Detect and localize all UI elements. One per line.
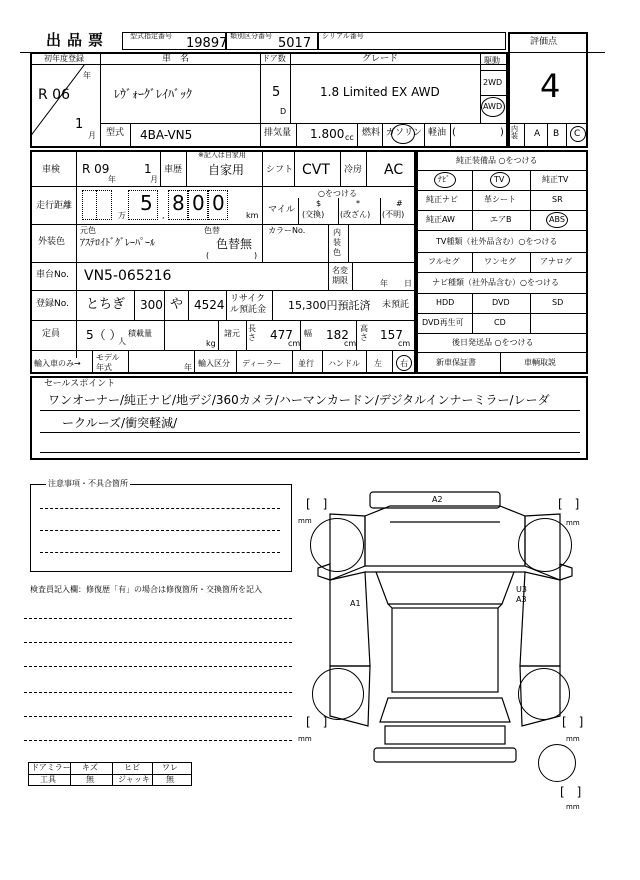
class-number-value: 5017 [278,36,312,51]
handle-right: 右 [400,359,408,368]
equip-tv: TV [494,175,505,184]
drive-2wd: 2WD [483,78,503,87]
recycle-label: リサイクル預託金 [230,294,267,315]
interior-color-label: 内装色 [333,228,341,257]
import-class-label: 輸入区分 [198,359,230,368]
hei-cm: cm [398,339,411,348]
mileage-thousand-sep: , [162,211,165,220]
name-change-label: 名変期限 [332,266,348,285]
color-bracket-open: ( [206,251,210,260]
mm-fl: mm [298,517,312,525]
mileage-label: 走行距離 [36,201,73,211]
legend-val-2: 無 [86,775,94,784]
fuel-light: 軽油 [428,128,447,138]
model-year-label: モデル年式 [96,353,120,372]
len-cm: cm [288,339,301,348]
grade-value: 1.8 Limited EX AWD [320,85,440,99]
mm-rl: mm [298,735,312,743]
interior-label: 内装 [511,125,518,140]
spare-tire [538,744,576,782]
door-sub: D [280,107,287,116]
navi-dvd: DVD [492,298,510,307]
wheel-rear-left [312,668,364,720]
door-label: ドア数 [262,54,286,63]
wid-value: 182 [326,328,349,342]
first-reg-year-unit: 年 [83,71,91,80]
capacity-value: 5（ ） [86,328,122,342]
shift-label: シフト [266,165,294,175]
score-value: 4 [540,67,561,105]
inspection-era: R 09 [82,162,110,176]
notes-box [30,484,292,572]
color-orig-value: ｱｽﾃﾛｲﾄﾞｸﾞﾚｰﾊﾟｰﾙ [80,238,155,249]
displacement-unit: cc [345,133,354,142]
handle-left: 左 [374,359,382,368]
class-number-label: 類別区分番号 [230,32,272,40]
use-value: 自家用 [208,163,245,177]
first-reg-month-unit: 月 [88,131,96,140]
legend-head-3: ヒビ [124,763,140,772]
wid-label: 幅 [304,329,312,338]
color-code-label: 色替 [204,226,220,235]
car-name-label: 車 名 [162,54,190,64]
legend-val-4: 無 [166,775,174,784]
mile-label: マイル [268,205,295,215]
color-code-value: 色替無 [216,237,253,251]
mark-a3: A3 [516,595,527,604]
form-title: 出品票 [46,31,110,49]
tv-one: ワンセグ [484,257,516,266]
load-label: 積載量 [128,329,152,338]
tire-bracket-spare: [ ] [560,785,582,799]
capacity-label: 定員 [42,329,61,339]
recycle-value: 15,300円預託済 [288,299,371,312]
drive-awd: AWD [483,102,503,111]
equip-leather: 革シート [484,195,516,204]
sales-line-1: ワンオーナー/純正ナビ/地デジ/360カメラ/ハーマンカードン/デジタルインナーミラー/レーダ [48,393,550,407]
model-value: 4BA-VN5 [140,128,193,142]
type-number-label: 型式指定番号 [130,32,172,40]
fuel-label: 燃料 [362,128,381,138]
mileage-man-value: 5 [140,191,153,215]
tire-bracket-fl: [ ] [306,497,328,511]
legend-val-1: 工具 [40,775,56,784]
mark-a2: A2 [432,495,443,504]
cooler-value: AC [384,162,404,178]
model-label: 型式 [106,128,125,138]
legend-head-4: ワレ [162,763,178,772]
dims-label: 諸元 [224,329,240,338]
legend-val-3: ジャッキ [118,775,150,784]
inspection-label: 車検 [42,165,61,175]
import-label: 輸入車のみ→ [34,359,81,368]
mile-opt-tamper: (改ざん) [340,210,371,219]
navi-dvd-play: DVD再生可 [422,318,464,327]
first-reg-month: 1 [75,117,84,132]
mark-u3: U3 [516,585,527,594]
tv-analog: アナログ [540,257,572,266]
mile-opt-dollar: $ [316,199,322,208]
drive-label: 駆動 [484,56,500,65]
fuel-other-bracket: ( [452,127,456,138]
notes-label: 注意事項・不具合箇所 [48,479,128,488]
mm-spare: mm [566,803,580,811]
displacement-label: 排気量 [264,128,292,138]
equip-navi: ﾅﾋﾞ [438,175,450,184]
use-note: ※記入は自家用 [198,151,246,159]
navi-header: ナビ種類（社外品含む）○をつける [432,278,559,287]
color-label: 外装色 [38,237,66,247]
docs-warranty: 新車保証書 [436,358,476,367]
color-bracket-close: ) [254,251,258,260]
capacity-unit: 人 [118,337,126,346]
mileage-digit-1: 8 [172,191,185,215]
equip-airbag: エアB [490,215,512,224]
import-parallel: 並行 [298,359,314,368]
type-number-value: 19897 [186,36,228,51]
chassis-label: 車台No. [36,270,69,280]
use-label: 車歴 [164,165,183,175]
mileage-digit-3: 0 [212,191,225,215]
equip-genuine-navi: 純正ナビ [426,195,458,204]
displacement-value: 1.800 [310,127,345,141]
wheel-rear-right [518,668,570,720]
legend-head-1: ドアミラー [31,763,71,772]
serial-number-label: シリアル番号 [322,32,364,40]
tire-bracket-rl: [ ] [306,715,328,729]
mileage-digit-2: 0 [192,191,205,215]
mile-opt-star: * [356,199,360,208]
len-value: 477 [270,328,293,342]
equip-sr: SR [552,195,563,204]
mile-circle-note: ○をつける [318,189,357,198]
inspector-label: 検査員記入欄：修復歴「有」の場合は修復箇所・交換箇所を記入 [30,585,262,594]
navi-hdd: HDD [436,298,455,307]
mm-fr: mm [566,519,580,527]
hei-label: 高さ [360,324,368,342]
inspection-month-unit: 月 [150,175,158,184]
score-label: 評価点 [530,37,558,47]
model-year-unit: 年 [184,363,192,372]
first-reg-era: R 06 [38,87,70,103]
handle-label: ハンドル [328,359,360,368]
equip-genuine-aw: 純正AW [426,215,455,224]
color-orig-label: 元色 [80,226,96,235]
shift-value: CVT [302,162,330,178]
navi-cd: CD [494,318,506,327]
tv-header: TV種類（社外品含む）○をつける [436,237,558,246]
wheel-front-left [310,518,364,572]
wid-cm: cm [344,339,357,348]
tire-bracket-rr: [ ] [562,715,584,729]
grade-label: グレード [362,54,399,64]
reg-label: 登録No. [36,299,69,309]
legend-head-2: キズ [82,763,98,772]
sales-label: セールスポイント [44,379,116,389]
equip-abs: ABS [549,215,565,224]
first-reg-label: 初年度登録 [44,54,84,63]
mile-opt-exchange: (交換) [302,210,325,219]
mileage-unit: km [246,211,259,220]
mile-opt-unknown: (不明) [382,210,405,219]
fuel-gas: ガソリン [386,128,423,138]
mm-rr: mm [566,735,580,743]
interior-a: A [534,129,541,139]
name-change-year: 年 [380,279,388,288]
genuine-header: 純正装備品 ○をつける [456,156,538,165]
load-unit: kg [206,339,216,348]
reg-num: 4524 [194,298,225,312]
inspection-month: 1 [144,162,152,176]
recycle-unpaid: 未預託 [382,300,410,310]
mark-a1: A1 [350,599,361,608]
interior-c: C [574,129,581,139]
docs-manual: 車輌取説 [524,358,556,367]
mileage-man-unit: 万 [118,211,126,220]
equip-genuine-tv: 純正TV [542,175,569,184]
reg-pref: とちぎ [86,297,126,312]
chassis-value: VN5-065216 [84,268,172,284]
car-name-value: ﾚｳﾞｫｰｸﾞﾚｲﾊﾞｯｸ [114,87,193,101]
wheel-front-right [518,518,572,572]
len-label: 長さ [248,324,256,342]
import-dealer: ディーラー [242,359,282,368]
tire-bracket-fr: [ ] [558,497,580,511]
mile-opt-hash: # [396,199,403,208]
cooler-label: 冷房 [344,165,363,175]
mileage-box-2 [96,190,112,220]
navi-sd: SD [552,298,564,307]
color-no-label: カラーNo. [268,226,306,235]
name-change-day: 日 [404,279,412,288]
inspection-year-unit: 年 [108,175,116,184]
tv-full: フルセグ [428,257,460,266]
door-value: 5 [272,85,281,100]
reg-kana: や [170,297,184,312]
fuel-other-bracket-close: ) [500,127,504,138]
docs-header: 後日発送品 ○をつける [452,338,534,347]
sales-line-2: ークルーズ/衝突軽減/ [62,416,178,430]
interior-b: B [553,129,560,139]
hei-value: 157 [380,328,403,342]
reg-class: 300 [140,298,163,312]
